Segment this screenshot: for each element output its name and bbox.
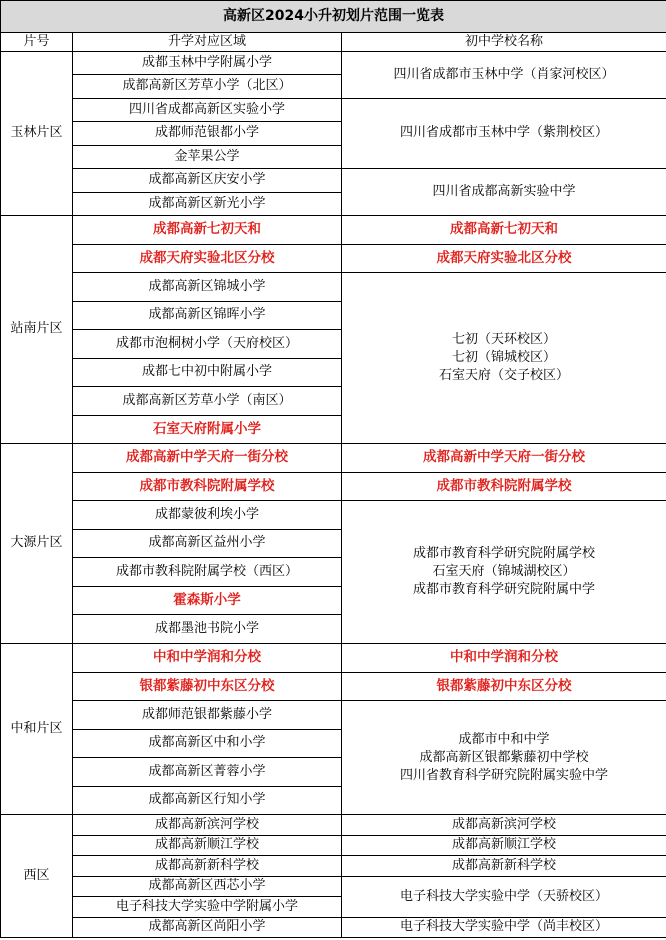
primary-school-cell: 成都蒙彼利埃小学 xyxy=(73,501,342,530)
primary-school-cell: 成都高新区尚阳小学 xyxy=(73,918,342,938)
primary-school-cell: 成都高新区行知小学 xyxy=(73,787,342,815)
primary-school-cell: 成都高新顺江学校 xyxy=(73,836,342,856)
middle-school-cell: 成都市中和中学 成都高新区银都紫藤初中学校 四川省教育科学研究院附属实验中学 xyxy=(342,701,666,815)
primary-school-cell: 成都高新新科学校 xyxy=(73,856,342,877)
district-west: 西区 xyxy=(1,815,73,938)
primary-school-cell: 成都高新区西芯小学 xyxy=(73,877,342,897)
middle-school-cell: 电子科技大学实验中学（尚丰校区） xyxy=(342,918,666,938)
primary-school-cell: 成都师范银都小学 xyxy=(73,122,342,146)
primary-school-cell: 成都高新区芳草小学（北区） xyxy=(73,75,342,99)
primary-school-cell: 成都师范银都紫藤小学 xyxy=(73,701,342,730)
middle-school-cell: 成都高新顺江学校 xyxy=(342,836,666,856)
middle-school-cell-highlight: 成都市教科院附属学校 xyxy=(342,473,666,501)
middle-school-cell: 电子科技大学实验中学（天骄校区） xyxy=(342,877,666,918)
primary-school-cell: 成都高新区中和小学 xyxy=(73,730,342,758)
primary-school-cell: 成都高新区锦晖小学 xyxy=(73,302,342,330)
middle-school-cell-highlight: 中和中学润和分校 xyxy=(342,644,666,673)
primary-school-cell-highlight: 霍森斯小学 xyxy=(73,587,342,615)
middle-school-cell: 四川省成都市玉林中学（紫荆校区） xyxy=(342,99,666,169)
middle-school-cell: 四川省成都市玉林中学（肖家河校区） xyxy=(342,52,666,99)
district-zhannan: 站南片区 xyxy=(1,216,73,444)
primary-school-cell: 金苹果公学 xyxy=(73,146,342,169)
primary-school-cell: 成都高新区芳草小学（南区） xyxy=(73,387,342,416)
primary-school-cell: 成都高新区新光小学 xyxy=(73,193,342,216)
primary-school-cell: 成都玉林中学附属小学 xyxy=(73,52,342,75)
primary-school-cell: 电子科技大学实验中学附属小学 xyxy=(73,897,342,918)
district-zhonghe: 中和片区 xyxy=(1,644,73,815)
primary-school-cell-highlight: 成都高新七初天和 xyxy=(73,216,342,245)
header-district: 片号 xyxy=(1,33,73,52)
primary-school-cell: 成都高新区锦城小学 xyxy=(73,273,342,302)
district-yulin: 玉林片区 xyxy=(1,52,73,216)
table-title: 高新区2024小升初划片范围一览表 xyxy=(1,1,666,33)
primary-school-cell: 成都市泡桐树小学（天府校区） xyxy=(73,330,342,359)
middle-school-cell: 成都高新新科学校 xyxy=(342,856,666,877)
primary-school-cell: 成都市教科院附属学校（西区） xyxy=(73,558,342,587)
middle-school-cell-highlight: 成都高新七初天和 xyxy=(342,216,666,245)
primary-school-cell-highlight: 石室天府附属小学 xyxy=(73,416,342,444)
middle-school-cell: 四川省成都高新实验中学 xyxy=(342,169,666,216)
primary-school-cell-highlight: 成都天府实验北区分校 xyxy=(73,245,342,273)
primary-school-cell: 成都高新区庆安小学 xyxy=(73,169,342,193)
district-dayuan: 大源片区 xyxy=(1,444,73,644)
middle-school-cell: 成都高新滨河学校 xyxy=(342,815,666,836)
middle-school-cell-highlight: 成都高新中学天府一街分校 xyxy=(342,444,666,473)
primary-school-cell: 成都墨池书院小学 xyxy=(73,615,342,644)
primary-school-cell: 四川省成都高新区实验小学 xyxy=(73,99,342,122)
primary-school-cell: 成都七中初中附属小学 xyxy=(73,359,342,387)
middle-school-cell-highlight: 银都紫藤初中东区分校 xyxy=(342,673,666,701)
middle-school-cell: 七初（天环校区） 七初（锦城校区） 石室天府（交子校区） xyxy=(342,273,666,444)
middle-school-cell: 成都市教育科学研究院附属学校 石室天府（锦城湖校区） 成都市教育科学研究院附属中学 xyxy=(342,501,666,644)
primary-school-cell-highlight: 银都紫藤初中东区分校 xyxy=(73,673,342,701)
primary-school-cell: 成都高新区菁蓉小学 xyxy=(73,758,342,787)
primary-school-cell: 成都高新滨河学校 xyxy=(73,815,342,836)
primary-school-cell-highlight: 中和中学润和分校 xyxy=(73,644,342,673)
header-primary-school: 升学对应区域 xyxy=(73,33,342,52)
primary-school-cell: 成都高新区益州小学 xyxy=(73,530,342,558)
primary-school-cell-highlight: 成都高新中学天府一街分校 xyxy=(73,444,342,473)
primary-school-cell-highlight: 成都市教科院附属学校 xyxy=(73,473,342,501)
middle-school-cell-highlight: 成都天府实验北区分校 xyxy=(342,245,666,273)
header-middle-school: 初中学校名称 xyxy=(342,33,666,52)
